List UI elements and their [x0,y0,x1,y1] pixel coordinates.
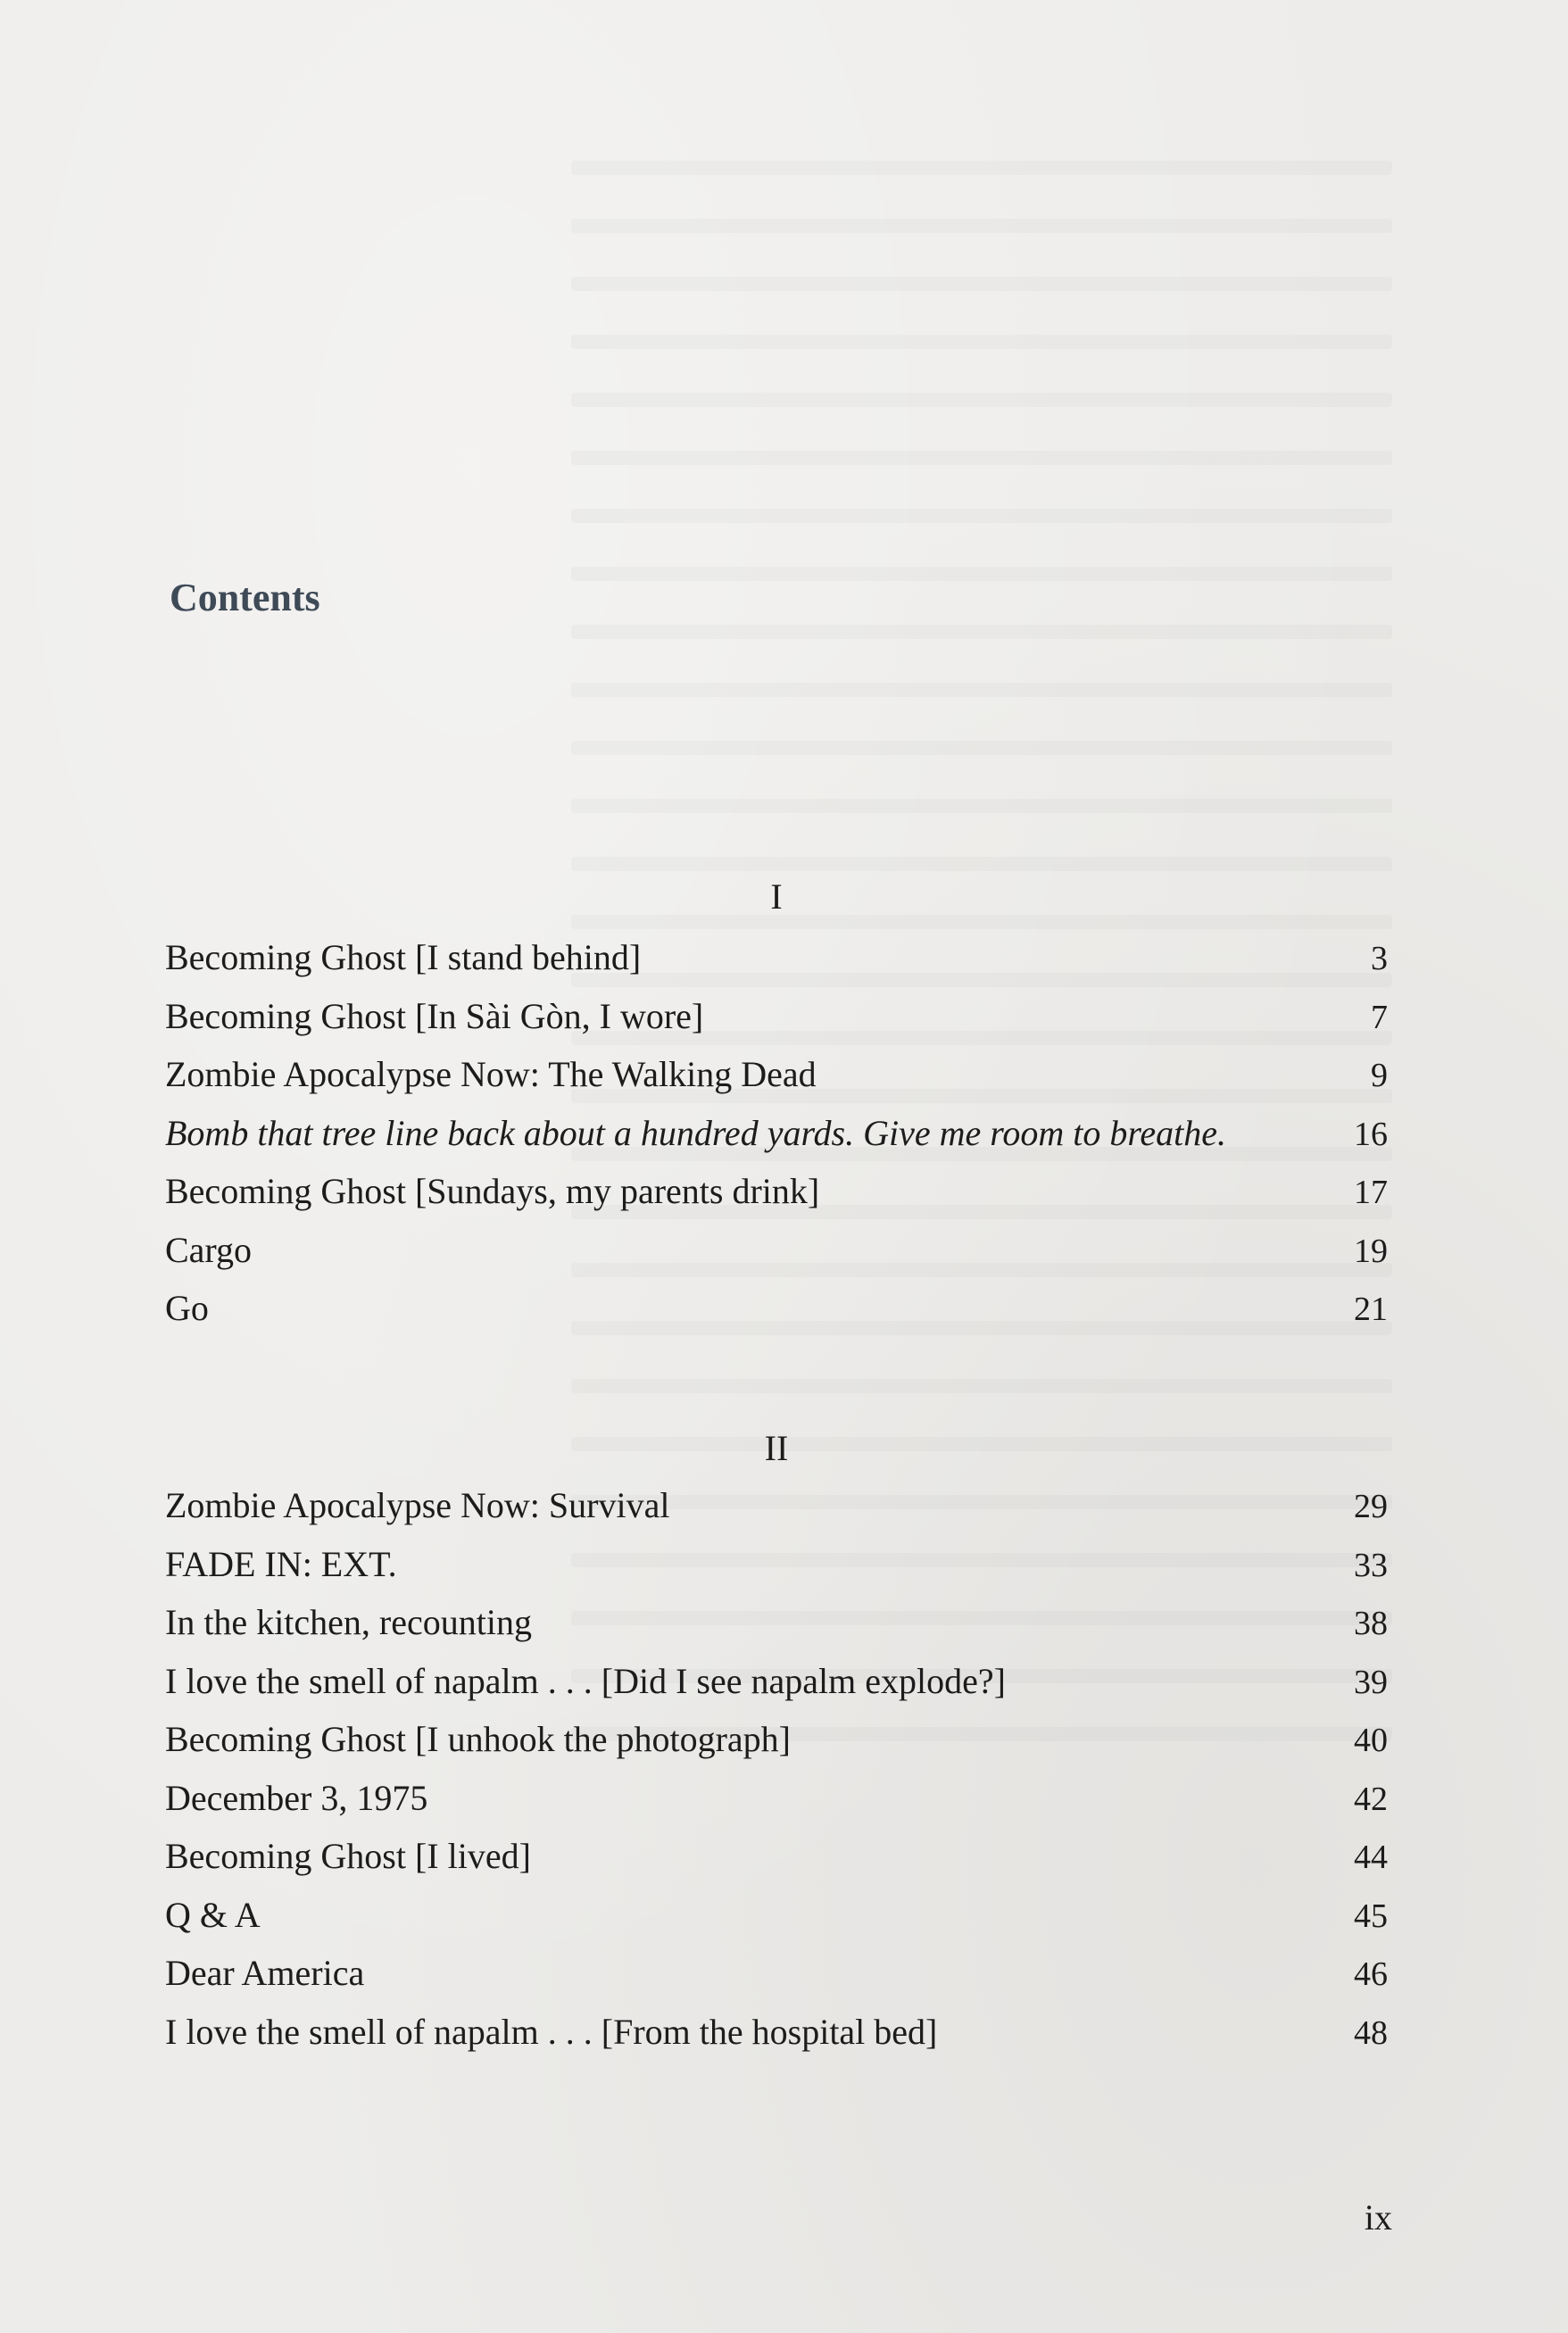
toc-entry [165,928,1388,987]
toc-entry [165,1535,1388,1594]
entry-page-number: 40 [1354,1722,1388,1759]
entry-title: Becoming Ghost [Sundays, my parents drink] [165,1171,820,1211]
section-numeral: II [764,1428,789,1468]
entry-title: Becoming Ghost [I stand behind] [165,937,642,977]
entry-page-number: 21 [1354,1291,1388,1328]
entry-title: I love the smell of napalm . . . [Did I see napalm explode?] [165,1660,1006,1701]
entry-title: Dear America [165,1953,365,1993]
entry-title: Q & A [165,1894,261,1935]
toc-entry [165,1476,1388,1535]
page-folio: ix [1364,2197,1392,2238]
entry-title: Zombie Apocalypse Now: The Walking Dead [165,1054,817,1094]
entry-title: Bomb that tree line back about a hundred yards. Give me room to breathe. [165,1112,1227,1153]
toc-entry [165,1593,1388,1652]
entry-title: Becoming Ghost [I lived] [165,1836,531,1876]
toc-entry [165,1045,1388,1104]
toc-entry [165,987,1388,1046]
toc-entry [165,1886,1388,1945]
entry-title: Becoming Ghost [In Sài Gòn, I wore] [165,995,704,1036]
toc-entry [165,1827,1388,1886]
entry-page-number: 29 [1354,1488,1388,1525]
entry-page-number: 7 [1371,998,1388,1036]
entry-title: FADE IN: EXT. [165,1543,397,1584]
toc-entry [165,1104,1388,1163]
section-numeral: I [770,876,783,917]
entry-page-number: 38 [1354,1605,1388,1642]
entry-page-number: 42 [1354,1780,1388,1818]
toc-entry [165,1652,1388,1711]
toc-entry [165,1710,1388,1769]
toc-entry [165,1162,1388,1221]
entry-page-number: 17 [1354,1174,1388,1211]
entry-page-number: 44 [1354,1839,1388,1876]
entry-title: Cargo [165,1229,253,1270]
toc-list-section-2 [165,1476,1388,2061]
entry-page-number: 16 [1354,1115,1388,1153]
entry-page-number: 9 [1371,1057,1388,1094]
entry-page-number: 45 [1354,1897,1388,1935]
toc-entry [165,1769,1388,1828]
toc-list-section-1 [165,928,1388,1338]
entry-title: Go [165,1288,209,1328]
toc-entry [165,2003,1388,2062]
entry-page-number: 19 [1354,1232,1388,1270]
toc-entry [165,1279,1388,1338]
entry-page-number: 48 [1354,2013,1388,2052]
entry-title: I love the smell of napalm . . . [From the hospital bed] [165,2011,938,2052]
entry-title: Becoming Ghost [I unhook the photograph] [165,1719,791,1759]
entry-page-number: 33 [1354,1546,1388,1584]
entry-title: In the kitchen, recounting [165,1602,532,1642]
toc-entry [165,1221,1388,1280]
toc-entry [165,1944,1388,2003]
entry-title: Zombie Apocalypse Now: Survival [165,1485,670,1525]
contents-heading: Contents [170,576,320,619]
entry-page-number: 3 [1371,940,1388,977]
entry-page-number: 46 [1354,1955,1388,1993]
entry-title: December 3, 1975 [165,1777,428,1818]
entry-page-number: 39 [1354,1663,1388,1701]
